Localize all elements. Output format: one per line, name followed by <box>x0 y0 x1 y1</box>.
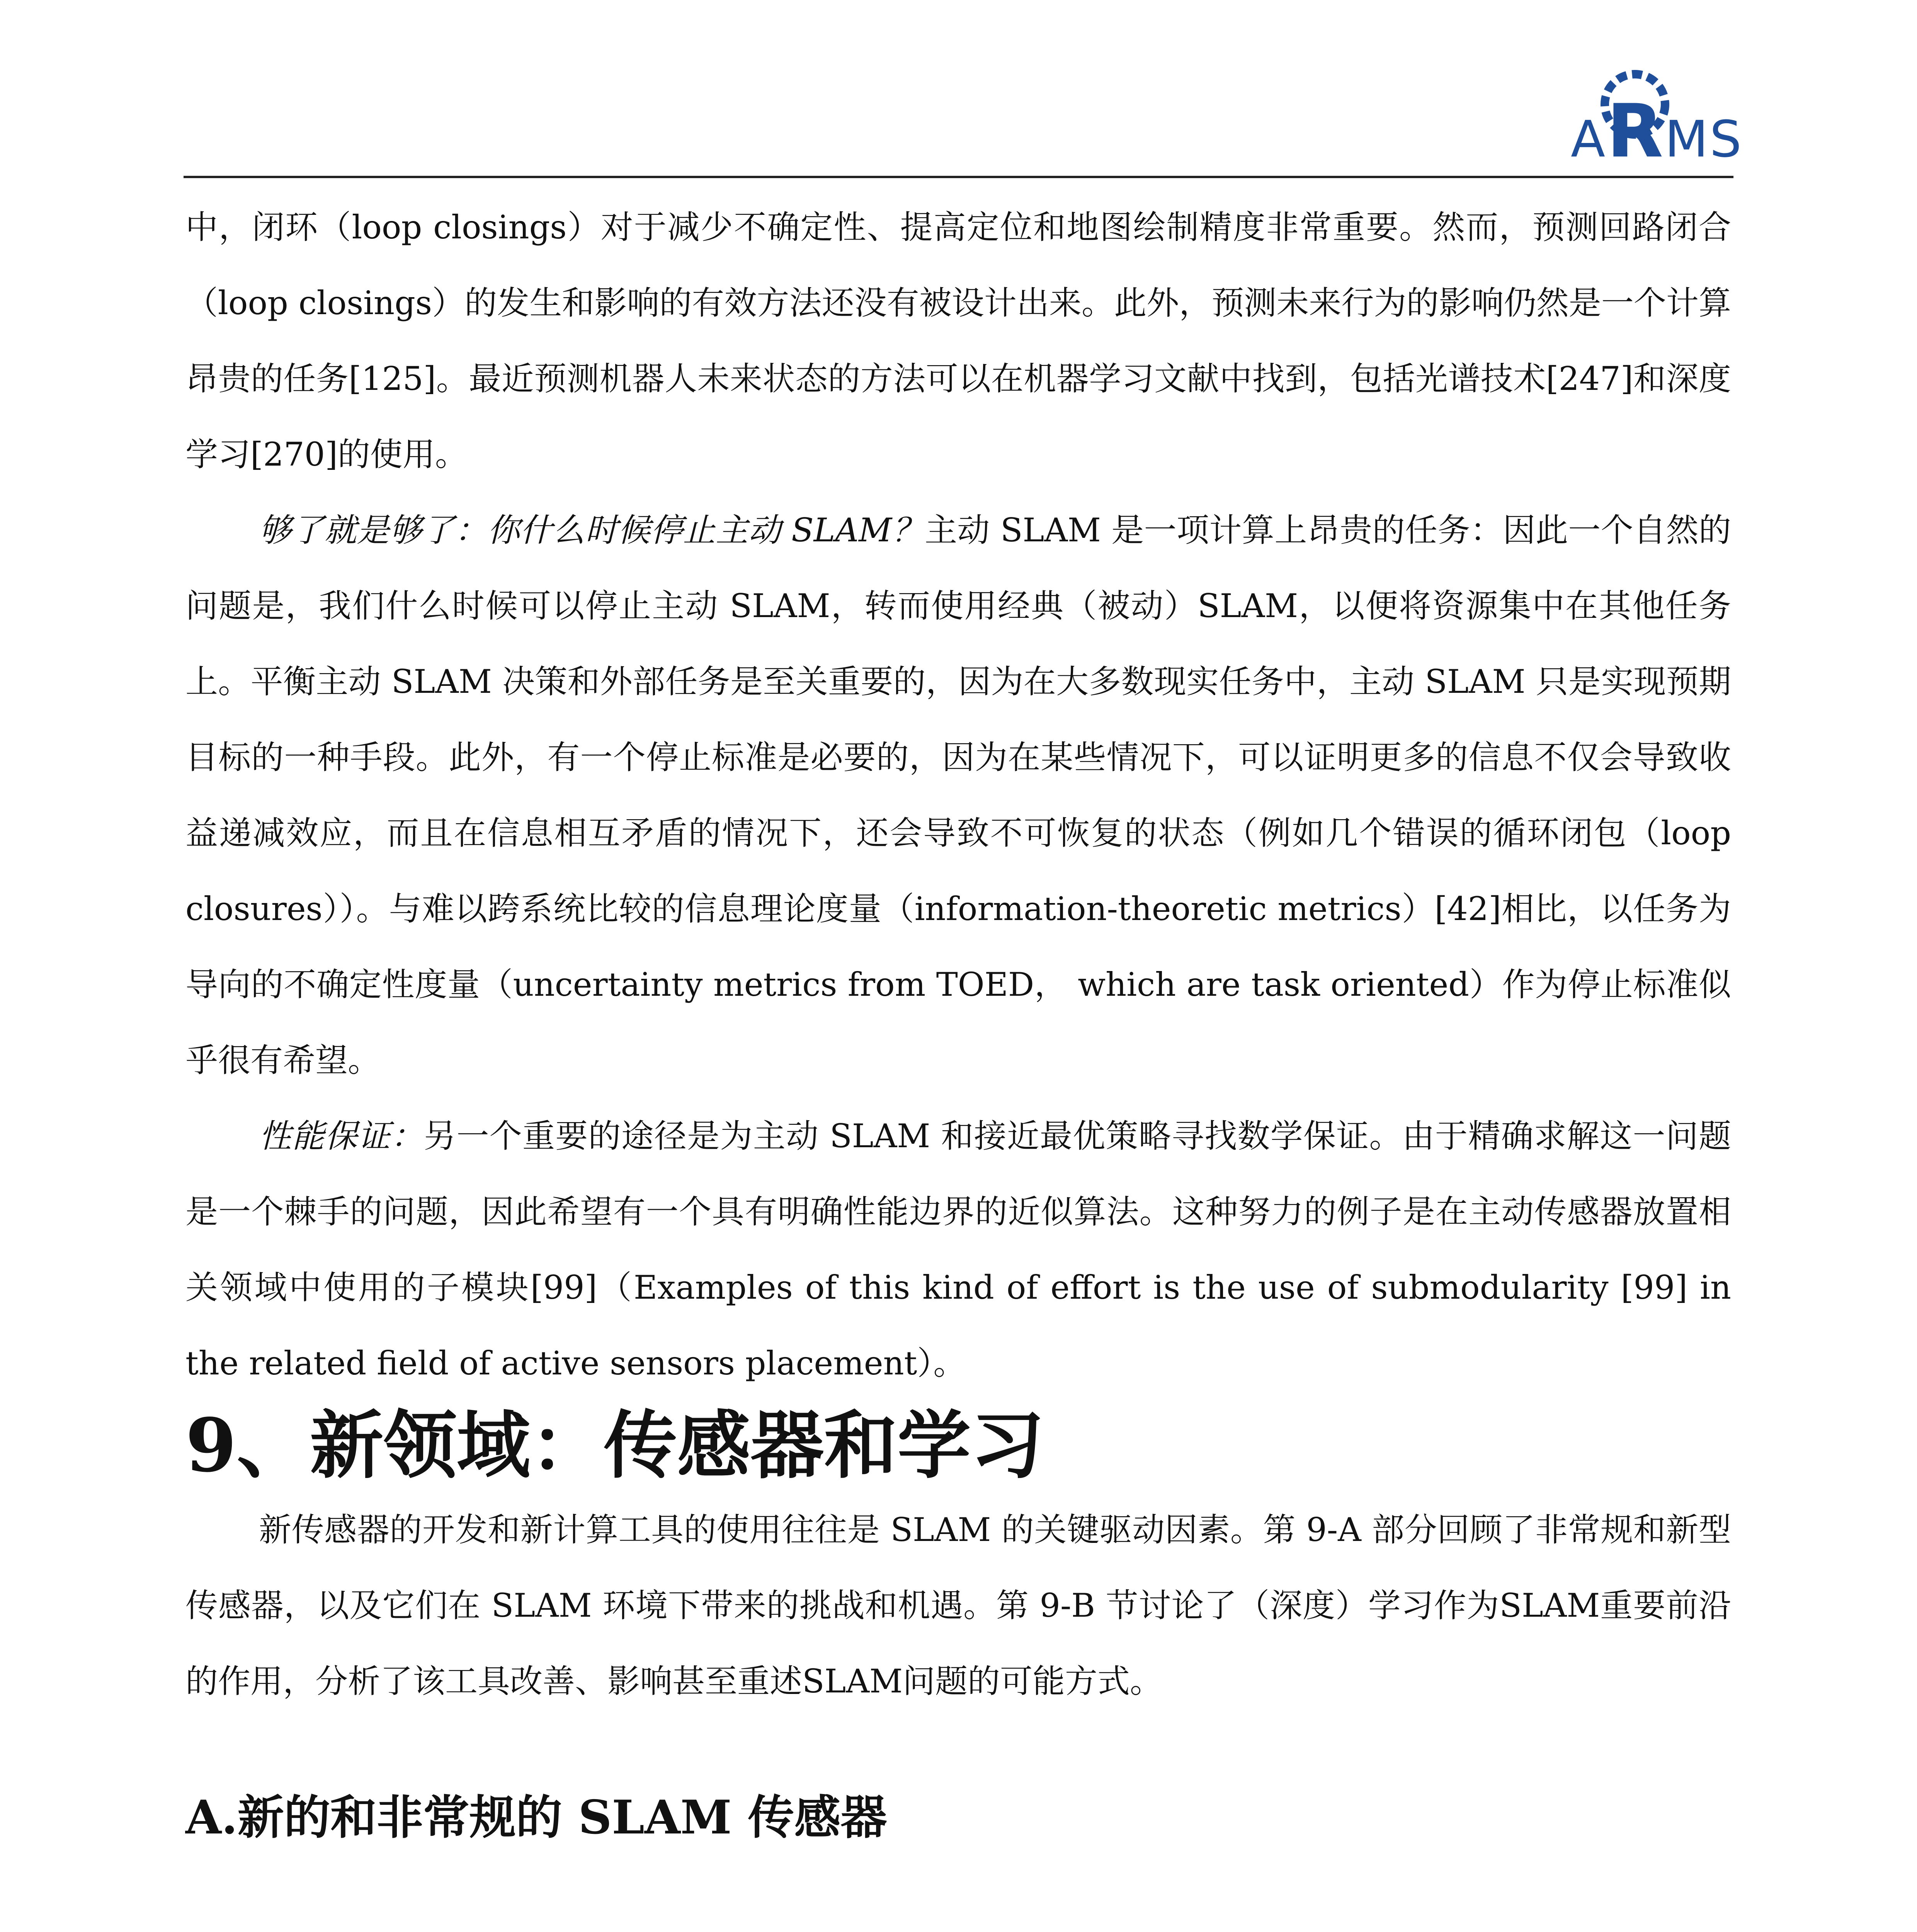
paragraph-body: 另一个重要的途径是为主动 SLAM 和接近最优策略寻找数学保证。由于精确求解这一问题是一个棘手的问题，因此希望有一个具有明确性能边界的近似算法。这种努力的例子是在主动传感器放置相关领域中使用的子模块[99]（Examples of this kind of effort is the use of submodularity [99] in the related field of active sensors placement）。 <box>185 1117 1731 1382</box>
paragraph-stopping-criterion <box>185 492 1731 1098</box>
arms-logo <box>1527 58 1743 174</box>
section-heading: 9、新领域：传感器和学习 <box>185 1402 1044 1488</box>
logo-letters-ms: MS <box>1665 110 1743 168</box>
header-divider <box>184 176 1733 178</box>
spacer <box>185 1719 1731 1789</box>
subsection-heading: A.新的和非常规的 SLAM 传感器 <box>185 1790 887 1845</box>
paragraph-lead-italic: 性能保证： <box>259 1117 424 1155</box>
paragraph-new-sensors <box>185 1924 1731 1932</box>
section-intro-paragraph: 新传感器的开发和新计算工具的使用往往是 SLAM 的关键驱动因素。第 9-A 部分回顾了非常规和新型传感器，以及它们在 SLAM 环境下带来的挑战和机遇。第 9-B 节讨论了（深度）学习作为SLAM重要前沿的作用，分析了该工具改善、影响甚至重述SLAM问题的可能方式。 <box>185 1511 1731 1700</box>
main-content <box>185 189 1731 1932</box>
paragraph-lead-italic: 够了就是够了：你什么时候停止主动 SLAM？ <box>259 511 925 549</box>
logo-letter-a: A <box>1571 110 1607 168</box>
spacer <box>185 1847 1731 1924</box>
logo-letter-r: R <box>1607 88 1665 174</box>
paragraph-performance-guarantee <box>185 1098 1731 1401</box>
paragraph-body: 主动 SLAM 是一项计算上昂贵的任务：因此一个自然的问题是，我们什么时候可以停止主动 SLAM，转而使用经典（被动）SLAM，以便将资源集中在其他任务上。平衡主动 SLAM 决策和外部任务是至关重要的，因为在大多数现实任务中，主动 SLAM 只是实现预期目标的一种手段。此外，有一个停止标准是必要的，因为在某些情况下，可以证明更多的信息不仅会导致收益递减效应，而且在信息相互矛盾的情况下，还会导致不可恢复的状态（例如几个错误的循环闭包（loop closures））。与难以跨系统比较的信息理论度量（information-theoretic metrics）[42]相比，以任务为导向的不确定性度量（uncertainty metrics from TOED， which are task oriented）作为停止标准似乎很有希望。 <box>185 511 1732 1079</box>
paragraph-continuation: 中，闭环（loop closings）对于减少不确定性、提高定位和地图绘制精度非常重要。然而，预测回路闭合（loop closings）的发生和影响的有效方法还没有被设计出来。此外，预测未来行为的影响仍然是一个计算昂贵的任务[125]。最近预测机器人未来状态的方法可以在机器学习文献中找到，包括光谱技术[247]和深度学习[270]的使用。 <box>185 208 1731 473</box>
logo-text <box>1571 88 1743 174</box>
